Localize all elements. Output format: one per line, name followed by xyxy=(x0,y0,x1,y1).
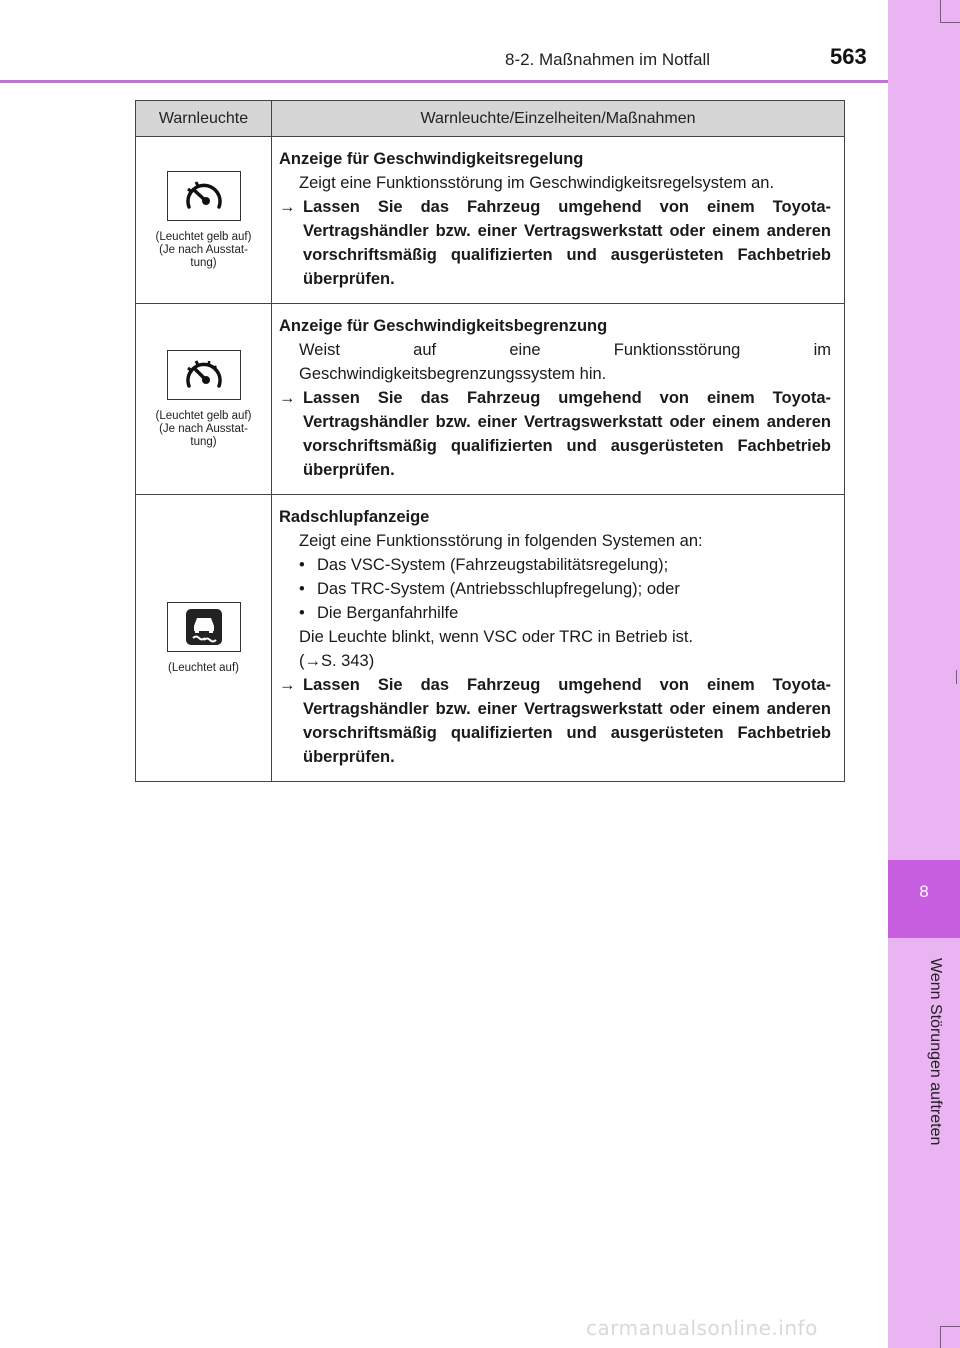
warning-light-table xyxy=(135,100,845,782)
arrow-icon: → xyxy=(279,676,296,694)
bullet-icon: • xyxy=(299,556,305,574)
arrow-icon: → xyxy=(304,652,321,670)
section-title: 8-2. Maßnahmen im Notfall xyxy=(505,50,711,69)
page-number: 563 xyxy=(830,44,867,69)
item-description: Zeigt eine Funktionsstörung im Geschwindigkeitsregelsystem an. xyxy=(299,174,775,192)
crop-mark xyxy=(940,1326,960,1327)
list-item-text: Die Berganfahrhilfe xyxy=(317,604,459,622)
crop-mark xyxy=(940,0,941,22)
details-cell xyxy=(272,137,845,304)
list-item-text: Das TRC-System (Antriebsschlupfregelung); oder xyxy=(317,580,680,598)
arrow-icon: → xyxy=(279,389,296,407)
action-instruction xyxy=(279,673,831,769)
action-text: Lassen Sie das Fahrzeug umgehend von einem Toyota-Vertragshändler bzw. einer Vertragswerkstatt oder einem anderen vorschriftsmäßig qualifizierten und ausgerüsteten Fachbetrieb überprüfen. xyxy=(303,389,831,479)
table-row xyxy=(136,137,845,304)
item-title: Anzeige für Geschwindigkeitsregelung xyxy=(279,150,584,168)
icon-cell xyxy=(136,495,272,782)
action-instruction xyxy=(279,386,831,482)
blink-note: Die Leuchte blinkt, wenn VSC oder TRC in Betrieb ist. xyxy=(299,628,694,646)
page-header xyxy=(0,0,888,84)
list-item xyxy=(299,553,831,577)
table-header-row xyxy=(136,101,845,137)
ref-open: ( xyxy=(299,652,305,670)
action-text: Lassen Sie das Fahrzeug umgehend von einem Toyota-Vertragshändler bzw. einer Vertragswerkstatt oder einem anderen vorschriftsmäßig qualifizierten und ausgerüsteten Fachbetrieb überprüfen. xyxy=(303,198,831,288)
page-reference[interactable] xyxy=(279,649,831,673)
caption-line: tung) xyxy=(190,435,217,448)
slip-indicator-icon xyxy=(167,602,241,652)
side-tab-top xyxy=(888,0,960,860)
ref-close: ) xyxy=(368,652,375,670)
caption-line: (Leuchtet gelb auf) xyxy=(155,409,252,422)
icon-cell xyxy=(136,137,272,304)
details-cell xyxy=(272,495,845,782)
side-tab-bottom xyxy=(888,938,960,1348)
item-description: Zeigt eine Funktionsstörung in folgenden Systemen an: xyxy=(299,532,703,550)
chapter-number: 8 xyxy=(919,882,929,901)
action-text: Lassen Sie das Fahrzeug umgehend von einem Toyota-Vertragshändler bzw. einer Vertragswerkstatt oder einem anderen vorschriftsmäßig qualifizierten und ausgerüsteten Fachbetrieb überprüfen. xyxy=(303,676,831,766)
speed-limiter-warning-icon xyxy=(167,350,241,400)
caption-line: (Leuchtet auf) xyxy=(168,661,239,674)
crop-mark xyxy=(956,670,957,684)
light-caption xyxy=(140,662,267,675)
chapter-label: Wenn Störungen auftreten xyxy=(927,958,944,1146)
action-instruction xyxy=(279,195,831,291)
cruise-control-warning-icon xyxy=(167,171,241,221)
item-title: Radschlupfanzeige xyxy=(279,508,430,526)
header-rule xyxy=(0,80,888,83)
column-header-details: Warnleuchte/Einzelheiten/Maßnahmen xyxy=(272,101,845,137)
crop-mark xyxy=(940,1326,941,1348)
caption-line: tung) xyxy=(190,256,217,269)
list-item xyxy=(299,577,831,601)
light-caption xyxy=(140,231,267,270)
arrow-icon: → xyxy=(279,198,296,216)
list-item xyxy=(299,601,831,625)
watermark: carmanualsonline.info xyxy=(586,1316,818,1340)
item-title: Anzeige für Geschwindigkeitsbegrenzung xyxy=(279,317,608,335)
crop-mark xyxy=(940,22,960,23)
reference-text[interactable]: S. 343 xyxy=(321,652,369,670)
icon-cell xyxy=(136,304,272,495)
bullet-icon: • xyxy=(299,604,305,622)
caption-line: (Je nach Ausstat- xyxy=(159,422,248,435)
column-header-warning-light: Warnleuchte xyxy=(136,101,272,137)
light-caption xyxy=(140,410,267,449)
table-row xyxy=(136,495,845,782)
chapter-tab xyxy=(888,860,960,938)
bullet-icon: • xyxy=(299,580,305,598)
system-list xyxy=(279,553,831,625)
item-description: Weist auf eine Funktionsstörung im Geschwindigkeitsbegrenzungssystem hin. xyxy=(299,341,831,383)
caption-line: (Je nach Ausstat- xyxy=(159,243,248,256)
caption-line: (Leuchtet gelb auf) xyxy=(155,230,252,243)
list-item-text: Das VSC-System (Fahrzeugstabilitätsregelung); xyxy=(317,556,669,574)
table-row xyxy=(136,304,845,495)
details-cell xyxy=(272,304,845,495)
